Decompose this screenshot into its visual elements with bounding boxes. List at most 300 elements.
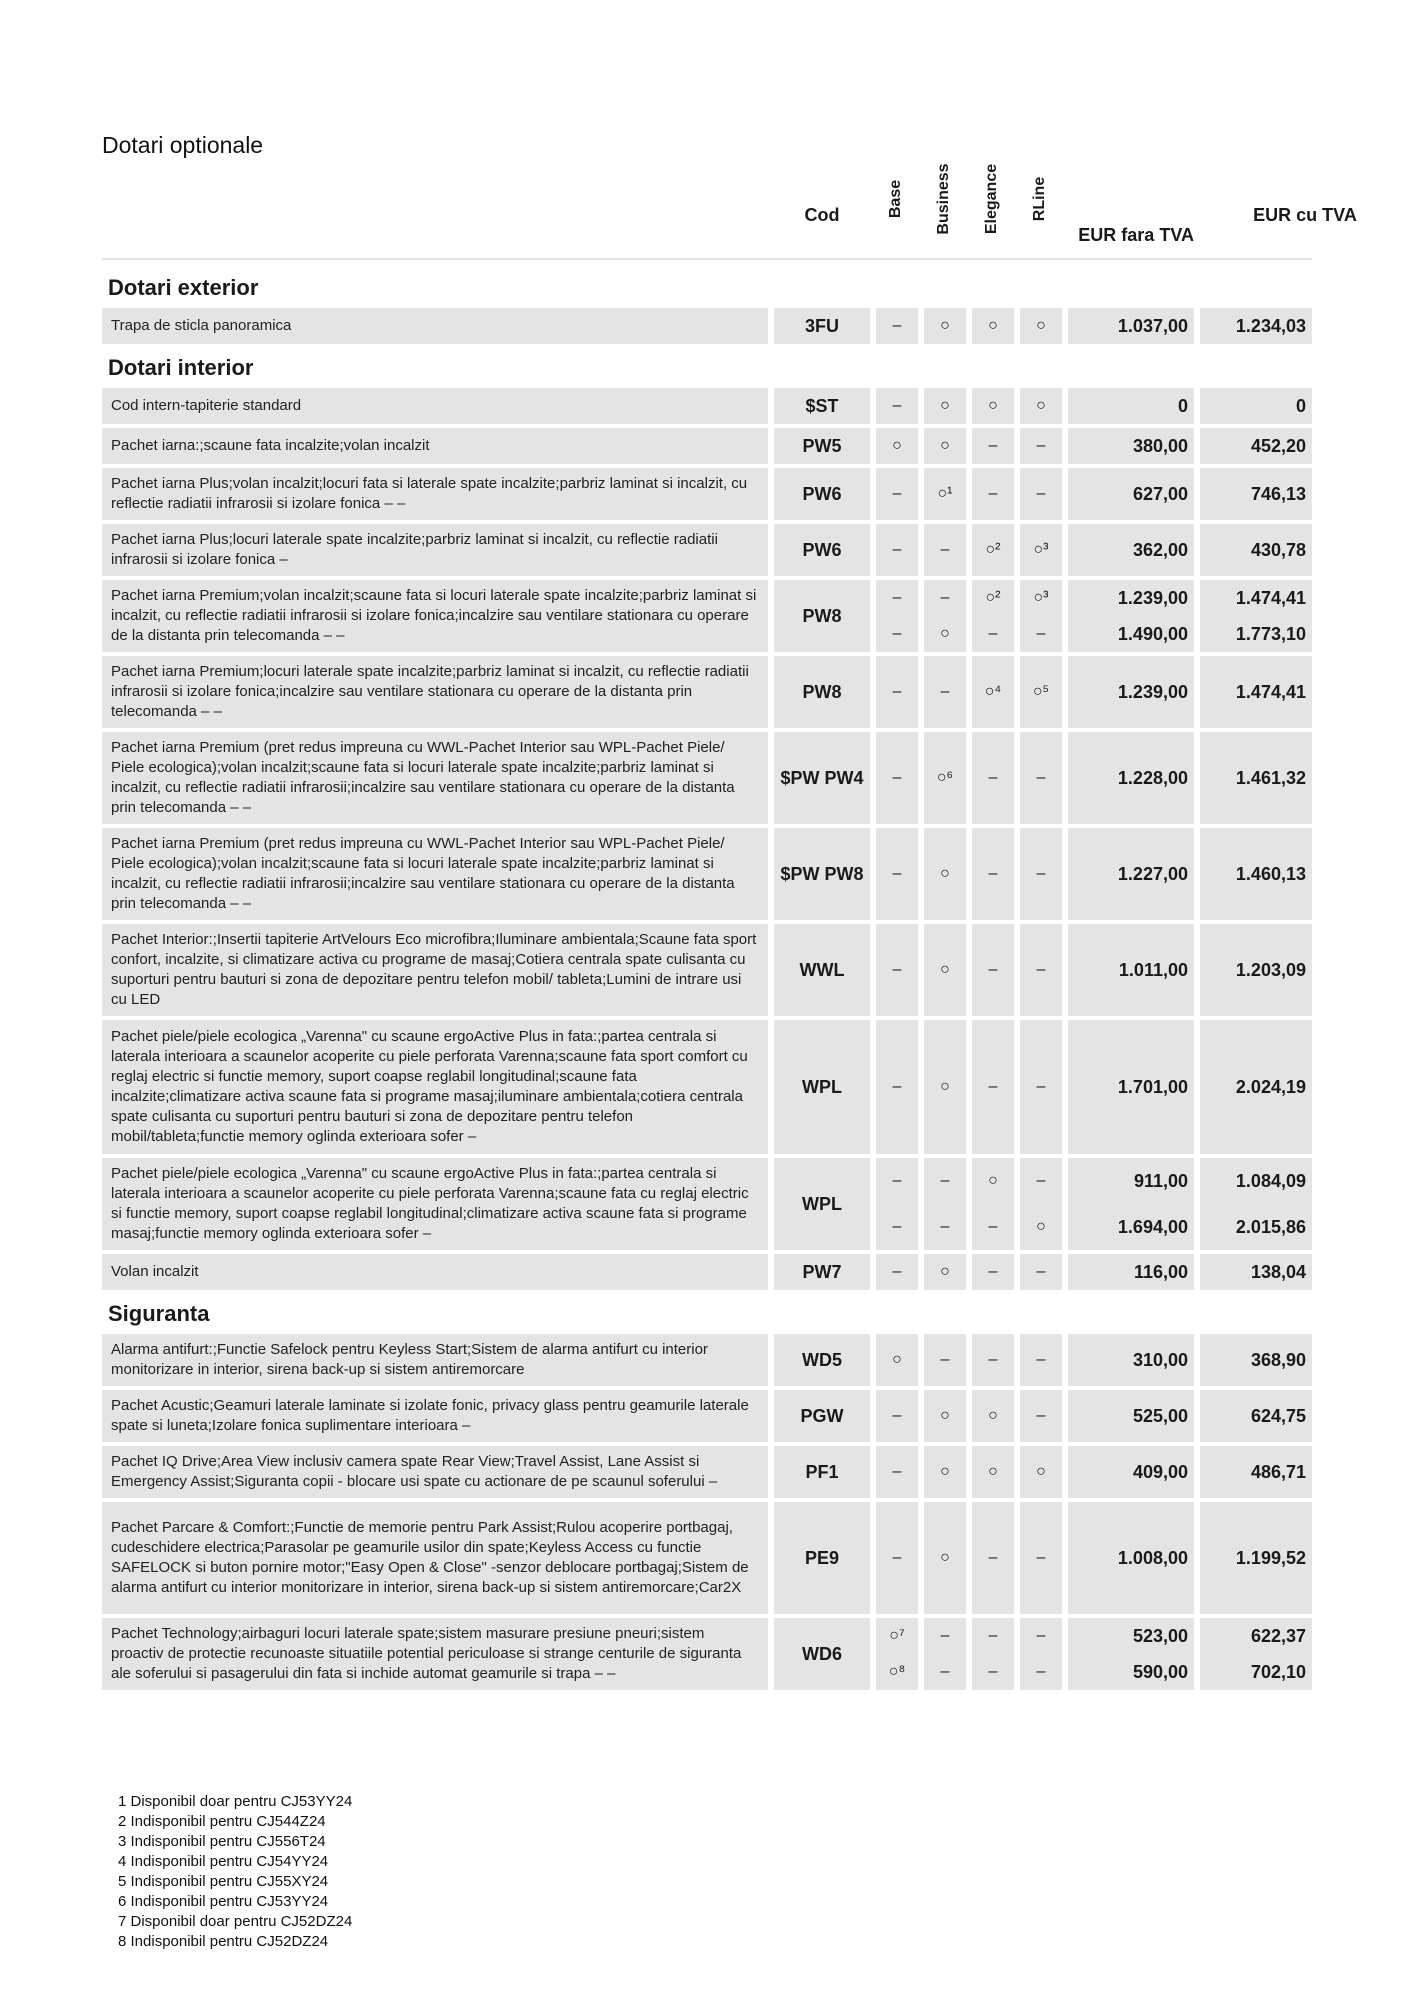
price-no-vat-cell [1068,1334,1194,1386]
availability-business-cell [924,1334,966,1386]
availability-elegance-cell [972,1254,1014,1290]
availability-elegance: – [988,1351,998,1368]
table-row [102,656,1312,728]
price-no-vat: 627,00 [1132,484,1188,504]
availability-elegance-cell [972,1158,1014,1250]
price-vat: 430,78 [1250,540,1306,560]
price-no-vat: 116,00 [1133,1262,1188,1282]
availability-rline: – [1036,769,1046,786]
price-vat: 622,37 [1250,1626,1306,1646]
option-code-cell [774,468,870,520]
option-description-cell [102,1446,768,1498]
price-no-vat-cell [1068,524,1194,576]
price-no-vat-cell [1068,1446,1194,1498]
table-row [102,1502,1312,1614]
availability-business-cell [924,1390,966,1442]
option-description-cell [102,308,768,344]
availability-rline-cell [1020,1446,1062,1498]
availability-base: ○⁸ [888,1663,906,1680]
availability-base-cell [876,828,918,920]
availability-elegance: – [988,1078,998,1095]
availability-business: ○ [940,317,950,334]
price-vat-cell [1200,428,1312,464]
availability-business-cell [924,1158,966,1250]
option-code: WD5 [802,1350,842,1370]
availability-base: – [892,1172,902,1189]
price-no-vat-cell [1068,1390,1194,1442]
footnote-item: 4 Indisponibil pentru CJ54YY24 [118,1853,329,1870]
availability-elegance: – [988,961,998,978]
price-no-vat: 1.227,00 [1117,864,1188,884]
option-description: Pachet piele/piele ecologica „Varenna" cu scaune ergoActive Plus in fata:;partea centrala si laterala interioara a scaunelor acoperite cu piele perforata Varenna;scaune fata sport comfort cu reglaj electric si functie memory, suport coapse reglabil longitudinal;scaune fata incalzite;climatizare activa scaune fata si programe masaj;iluminare ambientala;cotiera centrala spate culisanta cu suporturi pentru bauturi si zona de depozitare pentru telefon mobil/tableta;functie memory oglinda exterioara sofer – [111,1028,748,1145]
table-row [102,1334,1312,1386]
option-description: Pachet Acustic;Geamuri laterale laminate si izolate fonic, privacy glass pentru geamurile laterale spate si luneta;Izolare fonica suplimentare interioara – [111,1397,749,1434]
availability-business: – [940,1351,950,1368]
table-row [102,1158,1312,1250]
availability-elegance-cell [972,428,1014,464]
availability-rline: ○ [1036,1463,1046,1480]
option-code-cell [774,1502,870,1614]
option-description-cell [102,580,768,652]
table-row [102,580,1312,652]
availability-elegance-cell [972,468,1014,520]
price-no-vat-cell [1068,656,1194,728]
availability-elegance: ○⁴ [984,683,1002,700]
price-no-vat-cell [1068,1020,1194,1154]
option-description: Alarma antifurt:;Functie Safelock pentru Keyless Start;Sistem de alarma antifurt cu interior monitorizare in interior, sirena back-up si sistem antiremorcare [111,1341,708,1378]
option-code: PW5 [802,436,842,456]
header-price-no-vat: EUR fara TVA [1078,225,1194,245]
availability-base-cell [876,524,918,576]
price-no-vat: 1.037,00 [1117,316,1188,336]
availability-business-cell [924,468,966,520]
option-code-cell [774,1390,870,1442]
availability-rline: – [1036,625,1046,642]
availability-business: – [940,1663,950,1680]
availability-elegance: – [988,769,998,786]
availability-business-cell [924,428,966,464]
availability-base: ○ [892,1351,902,1368]
availability-rline: ○ [1036,1218,1046,1235]
price-no-vat: 1.228,00 [1117,768,1188,788]
availability-business: ○ [940,1407,950,1424]
availability-elegance: ○ [988,397,998,414]
header-divider [102,258,1312,260]
price-no-vat-cell [1068,1502,1194,1614]
option-description: Volan incalzit [111,1263,199,1280]
option-code: $PW PW4 [780,768,864,788]
option-code: WPL [802,1194,842,1214]
availability-business-cell [924,1446,966,1498]
price-vat: 1.199,52 [1235,1548,1306,1568]
table-row [102,428,1312,464]
price-vat-cell [1200,580,1312,652]
availability-elegance: – [988,1663,998,1680]
option-code: PE9 [804,1548,840,1568]
availability-rline-cell [1020,1334,1062,1386]
availability-elegance-cell [972,1618,1014,1690]
footnotes [118,1792,352,1952]
availability-business: ○ [940,865,950,882]
availability-business-cell [924,580,966,652]
price-vat: 1.474,41 [1235,588,1306,608]
price-vat-cell [1200,1254,1312,1290]
availability-base: – [892,769,902,786]
availability-rline-cell [1020,428,1062,464]
option-description: Pachet iarna Premium;volan incalzit;scaune fata si locuri laterale spate incalzite;parbriz laminat si incalzit, cu reflectie radiatii infrarosii si izolare fonica;incalzire sau ventilare stationara cu operare de la distanta prin telecomanda – – [111,587,757,644]
price-vat: 702,10 [1250,1662,1306,1682]
availability-base-cell [876,1390,918,1442]
option-code: WWL [799,960,845,980]
price-vat: 138,04 [1250,1262,1306,1282]
price-vat-cell [1200,1502,1312,1614]
price-no-vat: 523,00 [1132,1626,1188,1646]
availability-elegance: ○ [988,1172,998,1189]
option-code-cell [774,732,870,824]
availability-rline: ○³ [1033,589,1049,606]
availability-business-cell [924,656,966,728]
option-description: Pachet Parcare & Comfort:;Functie de memorie pentru Park Assist;Rulou acoperire portbagaj, cudeschidere electrica;Parasolar pe geamurile usilor din spate;Keyless Access cu functie SAFELOCK si buton pornire motor;"Easy Open & Close" -senzor deblocare portbagaj;Sistem de alarma antifurt cu interior monitorizare in interior, sirena back-up si sistem antiremorcare;Car2X [111,1519,749,1596]
price-vat-cell [1200,1390,1312,1442]
option-code: $ST [805,396,839,416]
header-variant-business: Business [935,163,952,235]
table-row [102,1390,1312,1442]
availability-elegance: – [988,1627,998,1644]
availability-base: ○ [892,437,902,454]
price-no-vat: 409,00 [1132,1462,1188,1482]
availability-rline-cell [1020,1390,1062,1442]
availability-base-cell [876,1502,918,1614]
availability-business: – [940,589,950,606]
footnote-item: 2 Indisponibil pentru CJ544Z24 [118,1813,326,1830]
option-code: $PW PW8 [780,864,864,884]
availability-rline: ○ [1036,397,1046,414]
price-vat: 1.474,41 [1235,682,1306,702]
availability-rline: ○³ [1033,541,1049,558]
price-vat-cell [1200,1020,1312,1154]
price-no-vat: 1.008,00 [1117,1548,1188,1568]
option-description-cell [102,1254,768,1290]
price-no-vat-cell [1068,388,1194,424]
availability-business: ○ [940,625,950,642]
header-code: Cod [804,205,840,225]
availability-rline: – [1036,865,1046,882]
price-no-vat: 1.694,00 [1117,1217,1188,1237]
footnote-item: 8 Indisponibil pentru CJ52DZ24 [118,1933,329,1950]
availability-base: – [892,961,902,978]
availability-rline-cell [1020,524,1062,576]
availability-base: – [892,1263,902,1280]
option-code-cell [774,428,870,464]
options-table [102,268,1312,1694]
price-vat: 746,13 [1250,484,1306,504]
availability-rline-cell [1020,732,1062,824]
price-vat-cell [1200,924,1312,1016]
availability-base-cell [876,1020,918,1154]
availability-base: – [892,1407,902,1424]
option-code: 3FU [804,316,839,336]
option-description: Pachet Technology;airbaguri locuri laterale spate;sistem masurare presiune pneuri;sistem proactiv de protectie recunoaste situatiile potential periculoase si strange centurile de siguranta ale soferului si pasagerului din fata si inchide automat geamurile si trapa – – [111,1625,742,1682]
section-title: Dotari exterior [108,275,259,300]
availability-base: ○⁷ [889,1627,905,1644]
price-vat-cell [1200,1618,1312,1690]
price-no-vat: 911,00 [1133,1171,1188,1191]
availability-base: – [892,541,902,558]
availability-business: ○¹ [937,485,953,502]
table-row [102,1446,1312,1498]
price-no-vat-cell [1068,308,1194,344]
availability-elegance: – [988,437,998,454]
availability-business: – [940,683,950,700]
availability-rline: – [1036,961,1046,978]
availability-elegance-cell [972,580,1014,652]
availability-rline: – [1036,1172,1046,1189]
availability-rline-cell [1020,1020,1062,1154]
availability-business: – [940,1627,950,1644]
availability-business-cell [924,1254,966,1290]
availability-rline-cell [1020,1158,1062,1250]
price-no-vat-cell [1068,428,1194,464]
availability-rline: – [1036,1663,1046,1680]
price-vat-cell [1200,1446,1312,1498]
header-variant-rline: RLine [1031,176,1048,222]
availability-base-cell [876,580,918,652]
availability-base-cell [876,428,918,464]
option-description: Pachet IQ Drive;Area View inclusiv camera spate Rear View;Travel Assist, Lane Assist si Emergency Assist;Siguranta copii - blocare usi spate cu actionare de pe scaunul soferului – [111,1453,718,1490]
availability-base-cell [876,1618,918,1690]
availability-base-cell [876,1334,918,1386]
availability-rline: – [1036,1627,1046,1644]
option-description: Pachet iarna Premium;locuri laterale spate incalzite;parbriz laminat si incalzit, cu reflectie radiatii infrarosii si izolare fonica;incalzire sau ventilare stationara cu operare de la distanta prin telecomanda – – [111,663,749,720]
table-row [102,1618,1312,1690]
availability-base: – [892,865,902,882]
availability-elegance-cell [972,388,1014,424]
option-code: WD6 [802,1644,842,1664]
availability-elegance: – [988,625,998,642]
availability-elegance: ○² [985,541,1001,558]
availability-elegance-cell [972,924,1014,1016]
price-no-vat-cell [1068,732,1194,824]
availability-base-cell [876,388,918,424]
availability-base-cell [876,308,918,344]
option-code: PGW [800,1406,844,1426]
option-description-cell [102,428,768,464]
price-no-vat-cell [1068,580,1194,652]
option-code: PW6 [802,540,842,560]
availability-rline-cell [1020,924,1062,1016]
availability-rline-cell [1020,656,1062,728]
price-no-vat-cell [1068,924,1194,1016]
option-code: PW6 [802,484,842,504]
availability-business: ○ [940,961,950,978]
availability-rline: – [1036,1078,1046,1095]
availability-base-cell [876,468,918,520]
availability-rline-cell [1020,1502,1062,1614]
availability-base: – [892,1463,902,1480]
availability-business: ○⁶ [936,769,954,786]
availability-rline: – [1036,485,1046,502]
price-no-vat: 1.239,00 [1117,588,1188,608]
availability-elegance-cell [972,732,1014,824]
page-title: Dotari optionale [102,132,264,158]
price-vat-cell [1200,732,1312,824]
option-description: Pachet piele/piele ecologica „Varenna" cu scaune ergoActive Plus in fata:;partea centrala si laterala interioara a scaunelor acoperite cu piele perforata Varenna;scaune fata cu reglaj electric si functie memory, suport coapse reglabil longitudinal;climatizare activa scaune fata si programe masaj;functie memory oglinda exterioara sofer – [111,1165,749,1242]
option-code-cell [774,1618,870,1690]
price-vat: 1.773,10 [1235,624,1306,644]
price-vat: 452,20 [1250,436,1306,456]
table-row [102,1254,1312,1290]
price-no-vat: 1.011,00 [1118,960,1188,980]
availability-rline: ○ [1036,317,1046,334]
option-description-cell [102,1334,768,1386]
availability-base: – [892,317,902,334]
option-code-cell [774,1158,870,1250]
option-description-cell [102,1020,768,1154]
price-vat-cell [1200,828,1312,920]
availability-business-cell [924,1502,966,1614]
price-vat: 1.461,32 [1235,768,1306,788]
availability-business: – [940,1218,950,1235]
price-no-vat: 310,00 [1132,1350,1188,1370]
price-vat-cell [1200,388,1312,424]
header-variant-elegance: Elegance [983,163,1000,235]
price-no-vat: 525,00 [1132,1406,1188,1426]
price-vat: 486,71 [1250,1462,1306,1482]
availability-business: – [940,541,950,558]
table-row [102,308,1312,344]
option-code: PF1 [805,1462,839,1482]
availability-business-cell [924,1020,966,1154]
price-no-vat-cell [1068,1158,1194,1250]
option-description-cell [102,924,768,1016]
option-description: Cod intern-tapiterie standard [111,397,302,414]
option-code-cell [774,656,870,728]
option-description: Pachet iarna Plus;locuri laterale spate incalzite;parbriz laminat si incalzit, cu reflectie radiatii infrarosii si izolare fonica – [111,531,718,568]
availability-elegance-cell [972,524,1014,576]
price-vat-cell [1200,656,1312,728]
price-vat: 1.203,09 [1235,960,1306,980]
availability-base: – [892,625,902,642]
availability-business: ○ [940,397,950,414]
availability-base: – [892,397,902,414]
price-vat: 624,75 [1250,1406,1306,1426]
availability-rline-cell [1020,1618,1062,1690]
table-row [102,924,1312,1016]
availability-business: ○ [940,1463,950,1480]
price-vat: 0 [1295,396,1306,416]
price-vat: 1.084,09 [1235,1171,1306,1191]
option-code-cell [774,388,870,424]
price-vat-cell [1200,468,1312,520]
price-no-vat-cell [1068,1618,1194,1690]
availability-business: ○ [940,1549,950,1566]
availability-business-cell [924,388,966,424]
availability-rline-cell [1020,308,1062,344]
availability-business-cell [924,308,966,344]
availability-elegance-cell [972,308,1014,344]
option-code-cell [774,1254,870,1290]
section-title: Siguranta [108,1301,210,1326]
availability-base: – [892,485,902,502]
availability-base-cell [876,732,918,824]
availability-business-cell [924,732,966,824]
availability-elegance: – [988,1263,998,1280]
price-vat-cell [1200,308,1312,344]
option-code-cell [774,1020,870,1154]
option-description: Pachet Interior:;Insertii tapiterie ArtVelours Eco microfibra;Iluminare ambientala;Scaune fata sport confort, incalzite, si climatizare activa cu programe de masaj;Cotiera centrala spate culisanta cu suporturi pentru bauturi si zona de depozitare pentru telefon mobil/ tableta;Lumini de intrare usi cu LED [111,931,757,1008]
option-description-cell [102,1502,768,1614]
availability-business-cell [924,1618,966,1690]
option-code-cell [774,1446,870,1498]
header-variant-base: Base [887,179,904,219]
availability-elegance: ○² [985,589,1001,606]
option-code: PW7 [802,1262,842,1282]
availability-rline-cell [1020,828,1062,920]
footnote-item: 3 Indisponibil pentru CJ556T24 [118,1833,326,1850]
option-description-cell [102,828,768,920]
option-code-cell [774,828,870,920]
availability-base-cell [876,924,918,1016]
availability-elegance: ○ [988,1407,998,1424]
price-no-vat: 1.490,00 [1117,624,1188,644]
price-vat: 2.015,86 [1235,1217,1306,1237]
availability-business: – [940,1172,950,1189]
availability-elegance: – [988,1549,998,1566]
availability-base-cell [876,1446,918,1498]
availability-elegance: ○ [988,1463,998,1480]
footnote-item: 1 Disponibil doar pentru CJ53YY24 [118,1793,353,1810]
price-no-vat: 1.701,00 [1117,1077,1188,1097]
table-header [102,163,1357,260]
option-description-cell [102,524,768,576]
availability-rline-cell [1020,580,1062,652]
price-no-vat-cell [1068,468,1194,520]
availability-rline: ○⁵ [1032,683,1050,700]
option-code-cell [774,924,870,1016]
header-price-vat: EUR cu TVA [1253,205,1357,225]
option-code-cell [774,524,870,576]
availability-rline: – [1036,1351,1046,1368]
option-description-cell [102,1390,768,1442]
availability-business-cell [924,924,966,1016]
availability-elegance-cell [972,1446,1014,1498]
availability-base-cell [876,656,918,728]
availability-elegance-cell [972,1020,1014,1154]
option-description-cell [102,468,768,520]
option-description-cell [102,732,768,824]
availability-base-cell [876,1158,918,1250]
availability-base: – [892,1218,902,1235]
availability-elegance-cell [972,656,1014,728]
price-vat-cell [1200,1158,1312,1250]
price-vat: 368,90 [1250,1350,1306,1370]
availability-business-cell [924,524,966,576]
table-row [102,1020,1312,1154]
option-description: Pachet iarna Plus;volan incalzit;locuri fata si laterale spate incalzite;parbriz laminat si incalzit, cu reflectie radiatii infrarosii si izolare fonica – – [111,475,748,512]
price-no-vat-cell [1068,828,1194,920]
availability-rline: – [1036,1549,1046,1566]
option-description: Pachet iarna Premium (pret redus impreuna cu WWL-Pachet Interior sau WPL-Pachet Piele/ Piele ecologica);volan incalzit;scaune fata si locuri laterale spate incalzite;parbriz laminat si incalzit, cu reflectie radiatii infrarosii;incalzire sau ventilare stationara cu operare de la distanta prin telecomanda – – [111,739,735,816]
footnote-item: 7 Disponibil doar pentru CJ52DZ24 [118,1913,353,1930]
availability-elegance-cell [972,1390,1014,1442]
availability-business-cell [924,828,966,920]
availability-elegance: – [988,1218,998,1235]
option-description: Trapa de sticla panoramica [111,317,292,334]
price-no-vat: 362,00 [1132,540,1188,560]
table-row [102,732,1312,824]
availability-business: ○ [940,437,950,454]
table-row [102,828,1312,920]
